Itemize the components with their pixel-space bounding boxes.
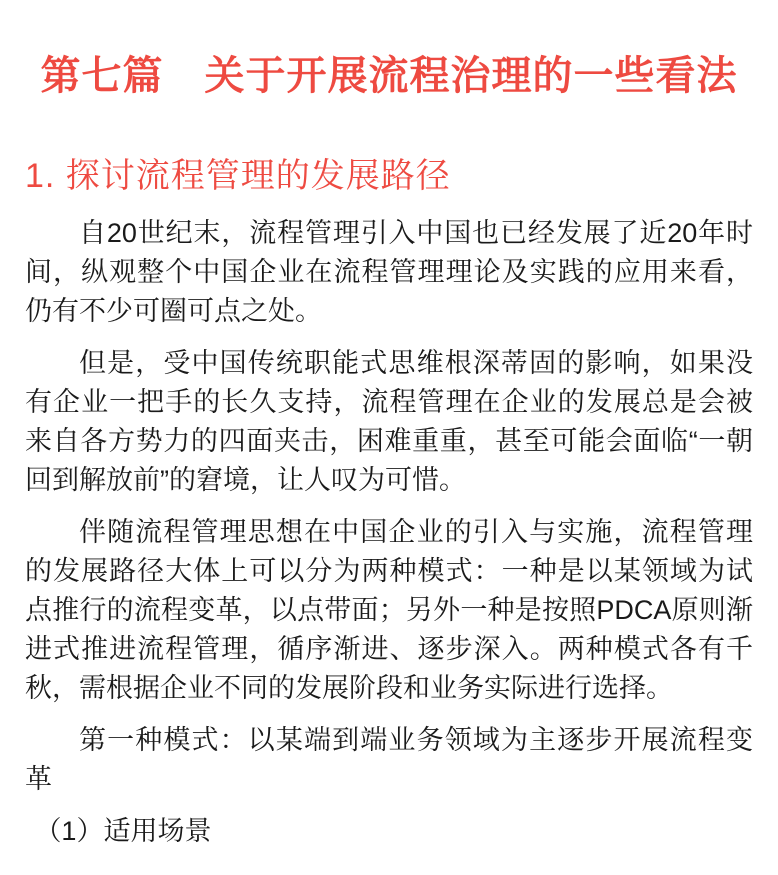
section-heading: 1. 探讨流程管理的发展路径: [25, 157, 451, 195]
paragraph-intro: 自20世纪末，流程管理引入中国也已经发展了近20年时间，纵观整个中国企业在流程管理理论及实践的应用来看，仍有不少可圈可点之处。: [25, 218, 753, 327]
paragraph-two-modes: 伴随流程管理思想在中国企业的引入与实施，流程管理的发展路径大体上可以分为两种模式：一种是以某领域为试点推行的流程变革，以点带面；另外一种是按照PDCA原则渐进式推进流程管理，循序渐进、逐步深入。两种模式各有千秋，需根据企业不同的发展阶段和业务实际进行选择。: [25, 517, 753, 704]
paragraph-challenges: 但是，受中国传统职能式思维根深蒂固的影响，如果没有企业一把手的长久支持，流程管理在企业的发展总是会被来自各方势力的四面夹击，困难重重，甚至可能会面临“一朝回到解放前”的窘境，让人叹为可惜。: [25, 348, 753, 496]
document-title: 第七篇 关于开展流程治理的一些看法: [40, 54, 738, 98]
paragraph-applicable-scenario: （1）适用场景: [34, 816, 212, 847]
document-page: [0, 52, 778, 875]
paragraph-mode-one: 第一种模式：以某端到端业务领域为主逐步开展流程变革: [25, 725, 753, 795]
